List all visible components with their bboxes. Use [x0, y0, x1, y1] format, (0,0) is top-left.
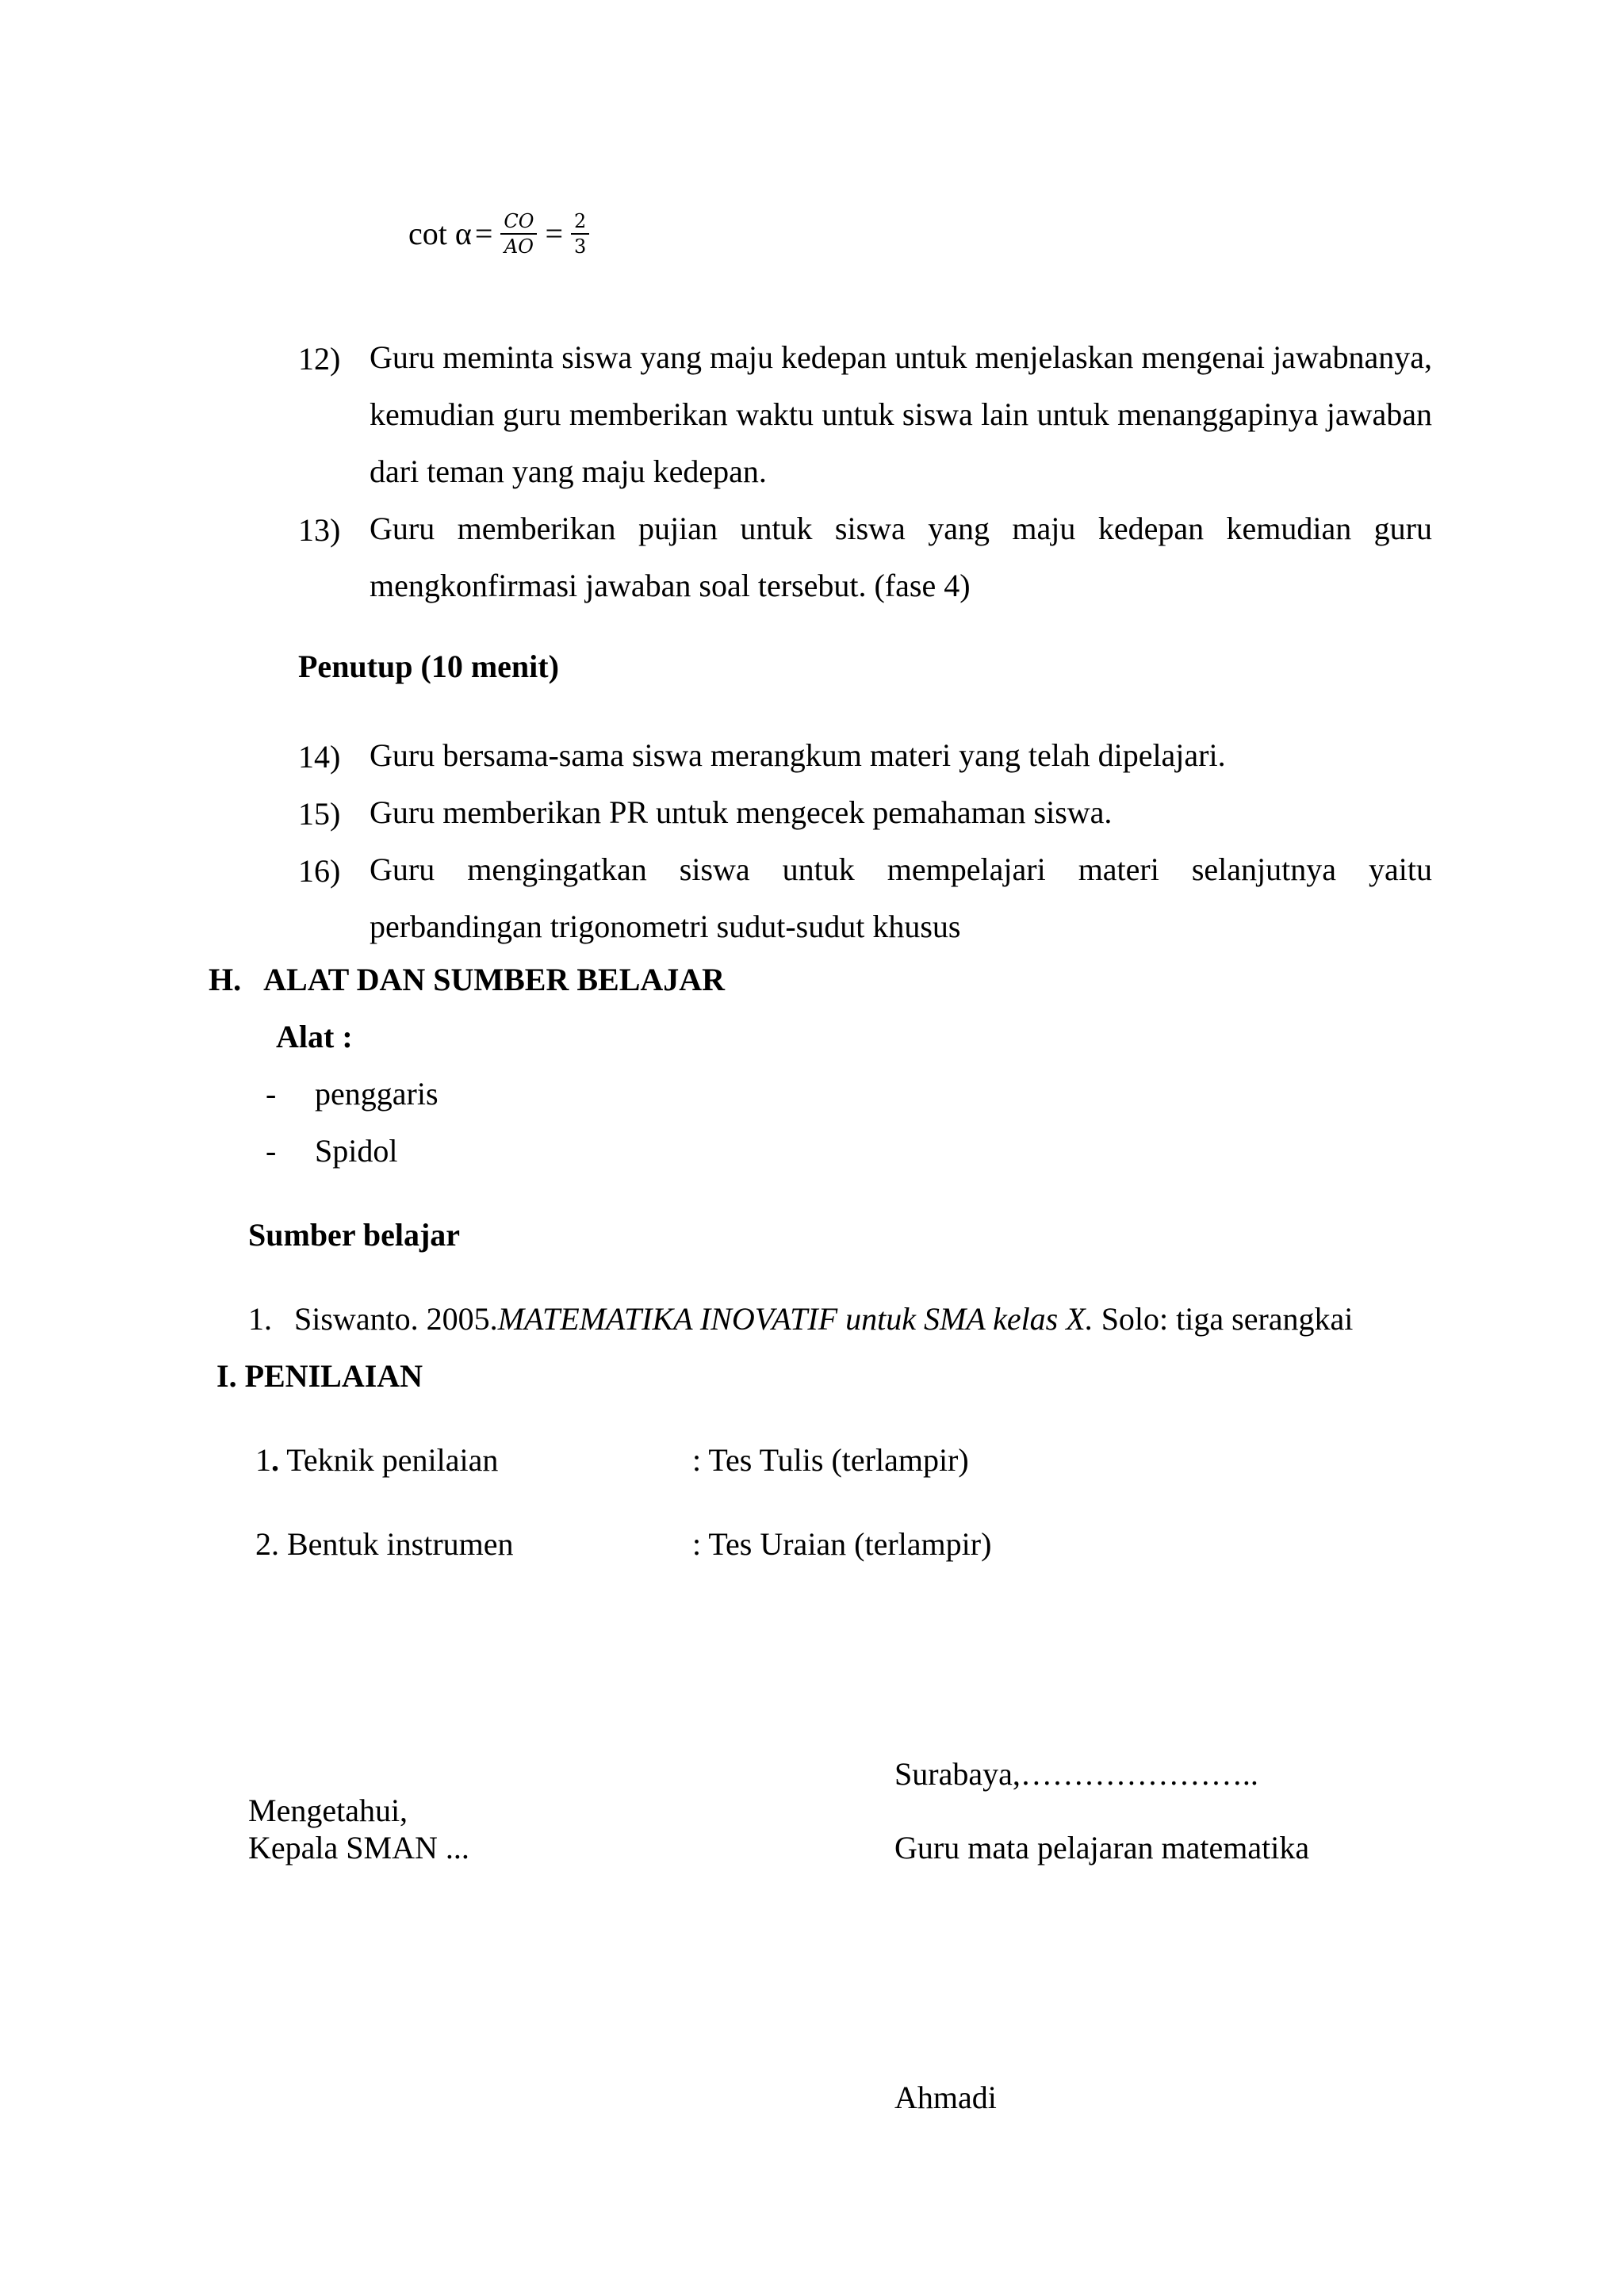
source-publisher: Solo: tiga serangkai	[1093, 1301, 1354, 1337]
tool-bullet: -	[266, 1076, 277, 1112]
formula-lhs: cot α	[408, 216, 472, 251]
signature-left-line2: Kepala SMAN ...	[248, 1830, 469, 1866]
fraction-numerator: 2	[574, 210, 587, 232]
list-item-number: 12)	[298, 341, 341, 377]
fraction-denominator: 3	[574, 235, 587, 258]
fraction-denominator: AO	[504, 235, 534, 258]
list-item-16	[298, 841, 1432, 955]
signature-left-line1: Mengetahui,	[248, 1793, 408, 1828]
section-h-heading	[209, 961, 725, 999]
signature-right-role: Guru mata pelajaran matematika	[894, 1830, 1310, 1866]
tool-item-spidol: Spidol	[315, 1133, 398, 1169]
signature-place-date: Surabaya,…………………..	[894, 1756, 1258, 1792]
list-item-text: Guru bersama-sama siswa merangkum materi yang telah dipelajari.	[370, 737, 1226, 773]
list-item-text: Guru memberikan PR untuk mengecek pemahaman siswa.	[370, 794, 1113, 830]
list-item-text: Guru mengingatkan siswa untuk mempelajari materi selanjutnya yaitu perbandingan trigonometri sudut-sudut khusus	[370, 851, 1432, 944]
sources-label: Sumber belajar	[248, 1217, 461, 1253]
assessment-number-dot: .	[271, 1442, 279, 1478]
cot-alpha-formula	[408, 194, 594, 274]
source-author-year: Siswanto. 2005.	[294, 1301, 498, 1337]
assessment-label: Teknik penilaian	[279, 1442, 499, 1478]
assessment-number: 1	[255, 1442, 271, 1478]
list-item-number: 16)	[298, 853, 341, 889]
assessment-value-technique: : Tes Tulis (terlampir)	[692, 1442, 969, 1478]
assessment-value-instrument: : Tes Uraian (terlampir)	[692, 1526, 992, 1562]
closing-heading: Penutup (10 menit)	[298, 649, 559, 684]
source-title: MATEMATIKA INOVATIF untuk SMA kelas X.	[497, 1301, 1094, 1337]
list-item-14	[298, 727, 1432, 784]
tool-item-penggaris: penggaris	[315, 1076, 439, 1112]
list-item-text: Guru meminta siswa yang maju kedepan untuk menjelaskan mengenai jawabnanya, kemudian guru memberikan waktu untuk siswa lain untuk menanggapinya jawaban dari teman yang maju kedepan.	[370, 339, 1432, 489]
assessment-number: 2.	[255, 1526, 279, 1562]
section-h-title: ALAT DAN SUMBER BELAJAR	[263, 962, 726, 997]
section-i-heading: I. PENILAIAN	[216, 1358, 423, 1394]
source-item-1	[248, 1300, 1353, 1338]
assessment-row-instrument	[255, 1525, 514, 1563]
list-item-12	[298, 329, 1432, 500]
list-item-13	[298, 500, 1432, 614]
source-number: 1.	[248, 1301, 272, 1337]
fraction-two-thirds	[571, 209, 589, 258]
list-item-15	[298, 784, 1432, 841]
formula-equals-2: =	[545, 216, 563, 251]
list-item-text: Guru memberikan pujian untuk siswa yang maju kedepan kemudian guru mengkonfirmasi jawaban soal tersebut. (fase 4)	[370, 511, 1432, 603]
fraction-co-ao	[500, 209, 537, 258]
assessment-row-technique	[255, 1441, 498, 1479]
formula-equals-1: =	[474, 216, 493, 251]
list-item-number: 15)	[298, 796, 341, 832]
tools-label: Alat :	[276, 1019, 353, 1054]
list-item-number: 13)	[298, 512, 341, 548]
section-h-letter: H.	[209, 962, 242, 997]
tool-bullet: -	[266, 1133, 277, 1169]
assessment-label: Bentuk instrumen	[279, 1526, 514, 1562]
list-item-number: 14)	[298, 739, 341, 775]
signature-right-name: Ahmadi	[894, 2080, 997, 2115]
fraction-numerator: CO	[504, 210, 534, 232]
